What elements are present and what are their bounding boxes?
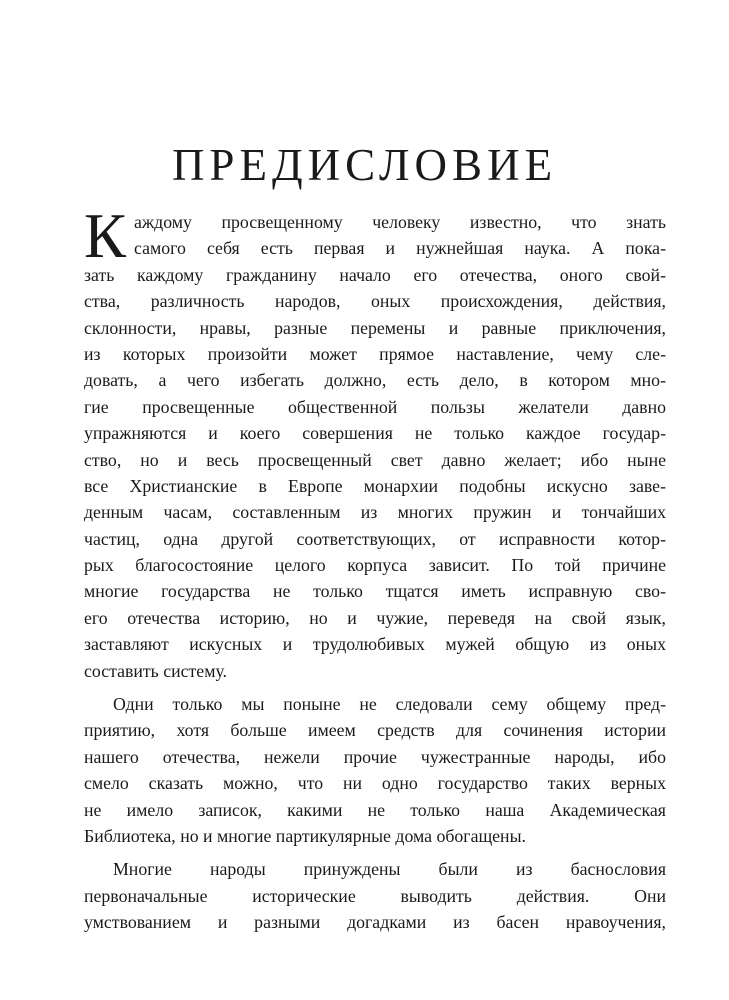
text-line: Многие народы принуждены были из баснословия bbox=[113, 859, 666, 880]
text-line: не имело записок, какими не только наша Академическая bbox=[84, 799, 666, 820]
text-line: первоначальные исторические выводить действия. Они bbox=[84, 885, 666, 906]
text-line: самого себя есть первая и нужнейшая наука. А пока- bbox=[134, 238, 666, 259]
text-line: гие просвещенные общественной пользы желатели давно bbox=[84, 396, 666, 417]
text-line: многие государства не только тщатся иметь исправную сво- bbox=[84, 581, 666, 602]
text-line: упражняются и коего совершения не только каждое государ- bbox=[84, 423, 666, 444]
drop-cap: К bbox=[84, 201, 127, 271]
text-line: рых благосостояние целого корпуса зависит. По той причине bbox=[84, 555, 666, 576]
text-line: его отечества историю, но и чужие, переведя на свой язык, bbox=[84, 607, 666, 628]
text-line: Одни только мы поныне не следовали сему общему пред- bbox=[113, 694, 666, 715]
text-line: смело сказать можно, что ни одно государство таких верных bbox=[84, 773, 666, 794]
body-text bbox=[84, 201, 666, 936]
text-line: аждому просвещенному человеку известно, что знать bbox=[134, 212, 666, 232]
text-line: довать, а чего избегать должно, есть дело, в котором мно- bbox=[84, 370, 666, 391]
text-line: приятию, хотя больше имеем средств для сочинения истории bbox=[84, 720, 666, 741]
chapter-title: ПРЕДИСЛОВИЕ bbox=[171, 140, 558, 190]
text-line: нашего отечества, нежели прочие чужестранные народы, ибо bbox=[84, 746, 666, 767]
text-line: зать каждому гражданину начало его отечества, оного свой- bbox=[84, 264, 666, 285]
text-line: склонности, нравы, разные перемены и равные приключения, bbox=[84, 317, 666, 338]
text-line: из которых произойти может прямое наставление, чему сле- bbox=[84, 343, 666, 364]
paragraph-3 bbox=[84, 856, 666, 935]
text-line: заставляют искусных и трудолюбивых мужей общую из оных bbox=[84, 634, 666, 655]
text-line: частиц, одна другой соответствующих, от исправности котор- bbox=[84, 528, 666, 549]
text-line: денным часам, составленным из многих пружин и тончайших bbox=[84, 502, 666, 523]
text-line: все Христианские в Европе монархии подобны искусно заве- bbox=[84, 475, 666, 496]
paragraph-1 bbox=[84, 201, 666, 684]
text-line: Библиотека, но и многие партикулярные дома обогащены. bbox=[84, 825, 526, 846]
text-line: ство, но и весь просвещенный свет давно желает; ибо ныне bbox=[84, 449, 666, 470]
text-line: ства, различность народов, оных происхождения, действия, bbox=[84, 291, 666, 312]
text-line: умствованием и разными догадками из басен нравоучения, bbox=[84, 912, 666, 933]
paragraph-2 bbox=[84, 691, 666, 849]
text-line: составить систему. bbox=[84, 660, 228, 681]
